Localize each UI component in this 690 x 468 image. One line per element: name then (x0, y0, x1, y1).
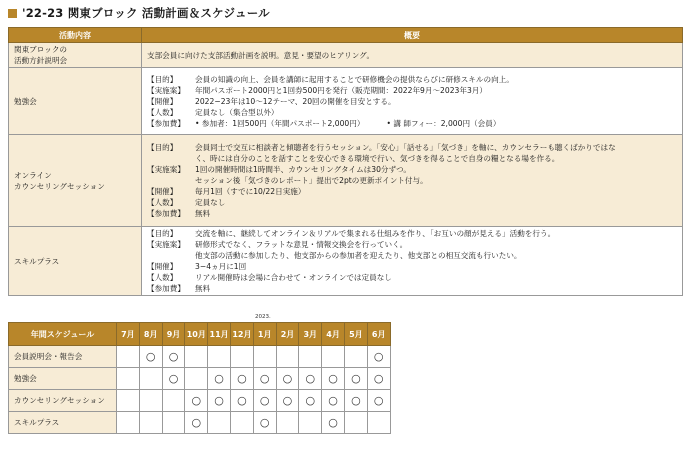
detail-label: 【開催】 (147, 96, 178, 106)
activity-name-cell (9, 227, 142, 296)
month-header: 12月 (230, 323, 253, 346)
activity-name-cell (9, 43, 142, 68)
month-header: 11月 (208, 323, 231, 346)
activity-row (9, 68, 683, 135)
schedule-cell (162, 368, 185, 390)
detail-line (147, 208, 678, 219)
schedule-cell (253, 368, 276, 390)
detail-label: 【参加費】 (147, 209, 185, 218)
detail-line (147, 228, 678, 239)
schedule-cell (322, 390, 345, 412)
schedule-table (8, 322, 391, 434)
scheduled-mark: ○ (328, 394, 338, 407)
schedule-cell (139, 390, 162, 412)
activity-name: オンライン カウンセリングセッション (14, 170, 105, 191)
participant-fee: • 参加者：1回500円（年間パスポート2,000円） (195, 118, 365, 128)
detail-text: 定員なし (195, 198, 226, 207)
scheduled-mark: ○ (168, 350, 179, 363)
detail-text: 3−4ヵ月に1回 (195, 262, 247, 271)
month-header: 5月 (344, 323, 367, 346)
schedule-cell (344, 346, 367, 368)
page-title: '22-23 関東ブロック 活動計画＆スケジュール (22, 6, 270, 20)
detail-label: 【人数】 (147, 273, 178, 282)
detail-text: 毎月1回（すでに10/22日実施） (195, 187, 306, 196)
detail-line (147, 283, 678, 294)
schedule-cell (185, 368, 208, 390)
month-header: 2月 (276, 323, 299, 346)
activity-name: スキルプラス (14, 256, 60, 266)
schedule-header-row (9, 323, 391, 346)
detail-line (147, 118, 678, 129)
schedule-cell (344, 368, 367, 390)
scheduled-mark: ○ (305, 394, 316, 407)
detail-label: 【開催】 (147, 262, 178, 271)
detail-label: 【参加費】 (147, 284, 185, 293)
detail-line (147, 175, 678, 186)
schedule-cell (299, 412, 322, 434)
schedule-year-label: 2023. (255, 314, 271, 320)
scheduled-mark: ○ (191, 416, 202, 429)
scheduled-mark: ○ (259, 394, 270, 407)
detail-label (147, 175, 195, 186)
schedule-cell (208, 390, 231, 412)
schedule-cell (162, 412, 185, 434)
detail-line (147, 96, 678, 107)
scheduled-mark: ○ (259, 416, 270, 429)
scheduled-mark: ○ (168, 372, 179, 385)
schedule-cell (322, 368, 345, 390)
schedule-activity-name: 勉強会 (9, 368, 117, 390)
detail-label (147, 153, 195, 164)
detail-text: 定員なし（集合型以外） (195, 107, 279, 117)
activity-detail-cell (142, 68, 683, 135)
scheduled-mark: ○ (145, 350, 156, 363)
activity-header-row (9, 28, 683, 43)
scheduled-mark: ○ (351, 372, 361, 385)
detail-line (147, 153, 678, 164)
schedule-cell (253, 412, 276, 434)
schedule-activity-name: カウンセリングセッション (9, 390, 117, 412)
detail-text: 2022−23年は10～12テーマ、20回の開催を目安とする。 (195, 96, 396, 106)
detail-line (147, 142, 678, 153)
detail-label: 【実施案】 (147, 240, 185, 249)
activity-row (9, 43, 683, 68)
activity-detail-cell (142, 227, 683, 296)
fee-line (195, 118, 678, 129)
detail-line (147, 261, 678, 272)
detail-text: 交流を軸に、継続してオンライン＆リアルで集まれる仕組みを作り、「お互いの顔が見える」活動を行う。 (195, 229, 556, 238)
schedule-cell (367, 390, 390, 412)
schedule-cell (276, 368, 299, 390)
detail-text: リアル開催時は会場に合わせて・オンラインでは定員なし (195, 273, 392, 282)
detail-text: 無料 (195, 209, 211, 218)
schedule-cell (230, 412, 253, 434)
detail-label: 【人数】 (147, 198, 178, 207)
detail-label: 【目的】 (147, 229, 178, 238)
schedule-cell (322, 412, 345, 434)
schedule-cell (139, 368, 162, 390)
month-header: 4月 (322, 323, 345, 346)
detail-label: 【実施案】 (147, 85, 185, 95)
schedule-activity-name: 会員説明会・報告会 (9, 346, 117, 368)
schedule-cell (230, 346, 253, 368)
schedule-cell (139, 412, 162, 434)
detail-line (147, 107, 678, 118)
schedule-row (9, 412, 391, 434)
detail-label: 【目的】 (147, 74, 178, 84)
scheduled-mark: ○ (214, 394, 224, 407)
month-header: 8月 (139, 323, 162, 346)
activity-detail-cell (142, 43, 683, 68)
schedule-cell (208, 368, 231, 390)
detail-text: 1回の開催時間は1時間半、カウンセリングタイムは30分ずつ。 (195, 165, 411, 174)
schedule-cell (299, 346, 322, 368)
detail-line (147, 50, 678, 61)
schedule-cell (208, 346, 231, 368)
detail-text: 会員の知識の向上、会員を講師に起用することで研修機会の提供ならびに研修スキルの向上。 (195, 74, 514, 84)
fee-gap (364, 118, 386, 129)
month-header: 6月 (367, 323, 390, 346)
detail-label: 【目的】 (147, 143, 178, 152)
detail-line (147, 85, 678, 96)
schedule-cell (299, 390, 322, 412)
header-square-icon (8, 9, 17, 18)
month-header: 7月 (117, 323, 140, 346)
schedule-cell (162, 390, 185, 412)
activity-name-cell (9, 135, 142, 227)
scheduled-mark: ○ (237, 372, 247, 385)
detail-label: 【人数】 (147, 107, 178, 117)
scheduled-mark: ○ (328, 416, 338, 429)
detail-text: く、時には自分のことを話すことを安心できる環境で行い、気づきを得ることで自身の糧となる場を作る。 (195, 154, 560, 163)
page-header (8, 4, 270, 22)
schedule-cell (299, 368, 322, 390)
month-header: 9月 (162, 323, 185, 346)
scheduled-mark: ○ (282, 394, 293, 407)
schedule-cell (322, 346, 345, 368)
scheduled-mark: ○ (351, 394, 361, 407)
schedule-cell (230, 368, 253, 390)
month-header: 10月 (185, 323, 208, 346)
activity-row (9, 135, 683, 227)
schedule-row (9, 346, 391, 368)
scheduled-mark: ○ (373, 372, 384, 385)
detail-text: 無料 (195, 284, 211, 293)
detail-text: 支部会員に向けた支部活動計画を説明。意見・要望のヒアリング。 (147, 50, 375, 60)
schedule-cell (117, 368, 140, 390)
activity-name: 関東ブロックの 活動方針説明会 (14, 45, 68, 65)
schedule-cell (117, 346, 140, 368)
schedule-cell (344, 412, 367, 434)
detail-line (147, 272, 678, 283)
detail-label: 【実施案】 (147, 165, 185, 174)
detail-line (147, 239, 678, 250)
detail-text: 他支部の活動に参加したり、他支部からの参加者を迎えたり、他支部との相互交流も行いたい。 (195, 251, 522, 260)
schedule-cell (367, 368, 390, 390)
schedule-cell (230, 390, 253, 412)
schedule-cell (367, 346, 390, 368)
schedule-cell (276, 412, 299, 434)
scheduled-mark: ○ (328, 372, 338, 385)
activity-row (9, 227, 683, 296)
activity-name: 勉強会 (14, 96, 37, 106)
detail-label: 【参加費】 (147, 118, 185, 128)
scheduled-mark: ○ (191, 394, 202, 407)
schedule-cell (185, 412, 208, 434)
scheduled-mark: ○ (237, 394, 247, 407)
detail-line (147, 164, 678, 175)
schedule-corner-label: 年間スケジュール (9, 323, 117, 346)
activity-table (8, 27, 683, 296)
detail-text: 研修形式でなく、フラットな意見・情報交換会を行っていく。 (195, 240, 408, 249)
schedule-row (9, 390, 391, 412)
schedule-cell (162, 346, 185, 368)
schedule-cell (185, 346, 208, 368)
schedule-row (9, 368, 391, 390)
activity-header-summary: 概要 (142, 28, 683, 43)
schedule-cell (253, 346, 276, 368)
schedule-cell (139, 346, 162, 368)
scheduled-mark: ○ (259, 372, 270, 385)
scheduled-mark: ○ (214, 372, 224, 385)
schedule-cell (208, 412, 231, 434)
detail-label: 【開催】 (147, 187, 178, 196)
schedule-cell (276, 346, 299, 368)
detail-label (147, 250, 195, 261)
detail-line (147, 74, 678, 85)
scheduled-mark: ○ (282, 372, 293, 385)
schedule-cell (117, 390, 140, 412)
month-header: 1月 (253, 323, 276, 346)
scheduled-mark: ○ (305, 372, 316, 385)
scheduled-mark: ○ (373, 350, 384, 363)
schedule-cell (276, 390, 299, 412)
detail-line (147, 186, 678, 197)
activity-header-name: 活動内容 (9, 28, 142, 43)
schedule-cell (185, 390, 208, 412)
detail-line (147, 197, 678, 208)
detail-text: 会員同士で交互に相談者と傾聴者を行うセッション。「安心」「話せる」「気づき」を軸に、カウンセラーも聴くばかりではな (195, 143, 616, 152)
schedule-cell (344, 390, 367, 412)
activity-name-cell (9, 68, 142, 135)
detail-text: 年間パスポート2000円と1回券500円を発行（販売期間：2022年9月～2023年3月） (195, 85, 487, 95)
schedule-cell (253, 390, 276, 412)
activity-detail-cell (142, 135, 683, 227)
scheduled-mark: ○ (373, 394, 384, 407)
month-header: 3月 (299, 323, 322, 346)
schedule-activity-name: スキルプラス (9, 412, 117, 434)
schedule-cell (367, 412, 390, 434)
instructor-fee: • 講 師フィー：2,000円（会員） (386, 118, 501, 128)
schedule-cell (117, 412, 140, 434)
detail-text: セッション後「気づきのレポート」提出で2ptの更新ポイント付与。 (195, 176, 428, 185)
detail-line (147, 250, 678, 261)
